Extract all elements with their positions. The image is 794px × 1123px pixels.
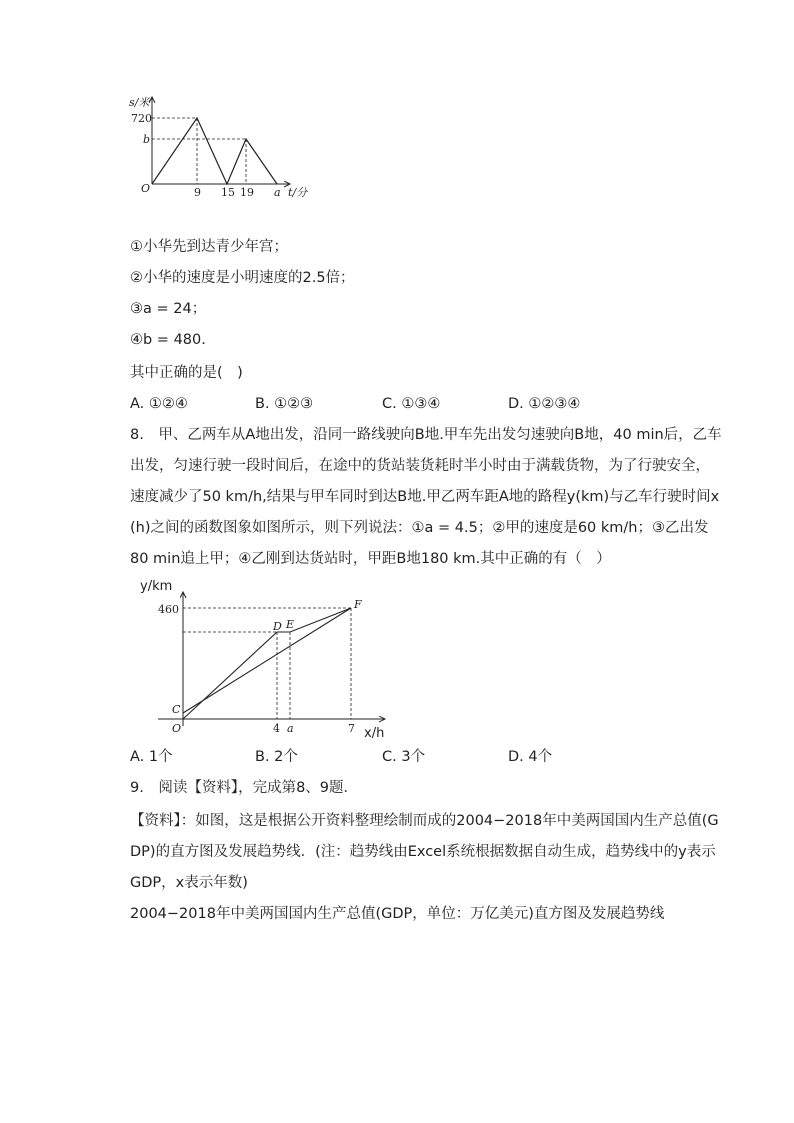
origin-label: O bbox=[141, 182, 151, 195]
x-tick-7: 7 bbox=[348, 722, 355, 735]
x-tick-a: a bbox=[287, 722, 294, 735]
x-tick-15: 15 bbox=[221, 186, 235, 199]
q8-line-4: (h)之间的函数图象如图所示，则下列说法：①a = 4.5；②甲的速度是60 km/h；③乙出发 bbox=[130, 520, 709, 536]
q8-option-a[interactable]: A. 1个 bbox=[130, 749, 173, 765]
q7-statement-3: ③a = 24； bbox=[130, 301, 207, 317]
point-e: E bbox=[286, 618, 295, 631]
q9-line-2: 【资料】：如图，这是根据公开资料整理绘制而成的2004−2018年中美两国国内生产总值(G bbox=[130, 813, 719, 829]
q8-line-2: 出发，匀速行驶一段时间后，在途中的货站装货耗时半小时由于满载货物，为了行驶安全， bbox=[130, 458, 710, 474]
y-tick-b: b bbox=[143, 133, 151, 146]
x-tick-4: 4 bbox=[273, 722, 280, 735]
line-yi bbox=[183, 608, 351, 719]
distance-time-graph bbox=[125, 92, 325, 202]
q9-line-4: GDP，x表示年数) bbox=[130, 875, 248, 891]
q8-line-1: 8. 甲、乙两车从A地出发，沿同一路线驶向B地.甲车先出发匀速驶向B地，40 min后，乙车 bbox=[130, 427, 722, 443]
y-tick-460: 460 bbox=[158, 603, 179, 616]
q8-option-c[interactable]: C. 3个 bbox=[382, 749, 426, 765]
q9-line-3: DP)的直方图及发展趋势线．(注：趋势线由Excel系统根据数据自动生成，趋势线中的y表示 bbox=[130, 844, 716, 860]
point-c: C bbox=[172, 703, 181, 716]
q7-option-b[interactable]: B. ①②③ bbox=[255, 396, 314, 412]
origin-label: O bbox=[172, 722, 182, 735]
q9-chart-caption: 2004−2018年中美两国国内生产总值(GDP，单位：万亿美元)直方图及发展趋势线 bbox=[130, 906, 665, 922]
q7-option-c[interactable]: C. ①③④ bbox=[382, 396, 441, 412]
q8-option-d[interactable]: D. 4个 bbox=[508, 749, 553, 765]
q8-option-b[interactable]: B. 2个 bbox=[255, 749, 298, 765]
q8-line-5: 80 min追上甲；④乙刚到达货站时，甲距B地180 km.其中正确的有（ ） bbox=[130, 551, 611, 567]
q7-statement-4: ④b = 480. bbox=[130, 332, 206, 348]
q7-statement-2: ②小华的速度是小明速度的2.5倍； bbox=[130, 270, 355, 286]
x-tick-9: 9 bbox=[194, 186, 201, 199]
line-jia bbox=[183, 608, 351, 713]
y-axis-label: s/米 bbox=[129, 96, 150, 109]
q7-statement-1: ①小华先到达青少年宫； bbox=[130, 239, 288, 255]
x-axis-label: x/h bbox=[364, 726, 385, 741]
q8-line-3: 速度减少了50 km/h,结果与甲车同时到达B地.甲乙两车距A地的路程y(km)与乙车行驶时间x bbox=[130, 489, 720, 505]
x-axis-label: t/分 bbox=[288, 186, 308, 199]
y-axis-label: y/km bbox=[140, 579, 173, 594]
distance-function-graph bbox=[130, 576, 400, 741]
point-f: F bbox=[354, 598, 362, 611]
q9-line-1: 9. 阅读【资料】，完成第8、9题． bbox=[130, 780, 359, 796]
q7-option-d[interactable]: D. ①②③④ bbox=[508, 396, 581, 412]
y-tick-720: 720 bbox=[131, 112, 152, 125]
path-line bbox=[152, 118, 277, 184]
x-tick-a: a bbox=[274, 186, 281, 199]
x-tick-19: 19 bbox=[240, 186, 254, 199]
point-d: D bbox=[273, 620, 282, 633]
q7-question: 其中正确的是( ) bbox=[130, 365, 243, 381]
q7-option-a[interactable]: A. ①②④ bbox=[130, 396, 188, 412]
